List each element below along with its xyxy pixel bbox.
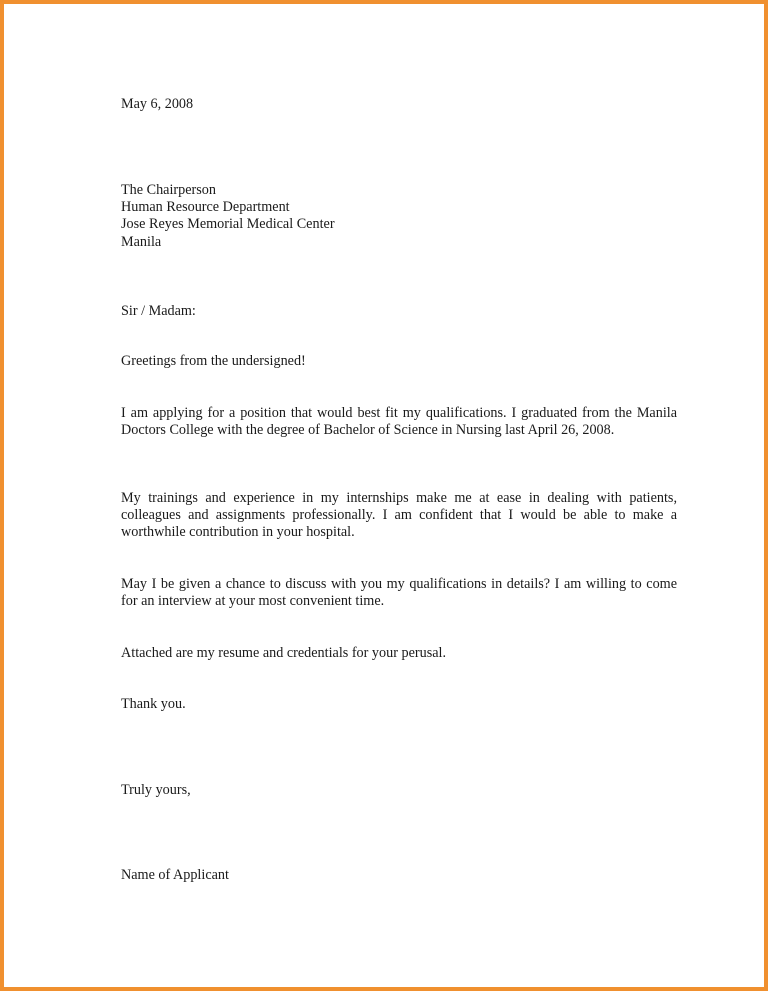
- salutation: Sir / Madam:: [121, 303, 196, 319]
- recipient-title: The Chairperson: [121, 182, 216, 198]
- thank-you: Thank you.: [121, 696, 186, 712]
- recipient-organization: Jose Reyes Memorial Medical Center: [121, 216, 335, 233]
- body-paragraph-1: I am applying for a position that would best fit my qualifications. I graduated from the Manila Doctors College with the degree of Bachelor of Science in Nursing last April 26, 2008.: [121, 405, 677, 439]
- letter-date: May 6, 2008: [121, 96, 194, 112]
- closing: Truly yours,: [121, 782, 191, 798]
- recipient-department: Human Resource Department: [121, 199, 290, 216]
- recipient-address: [121, 182, 677, 251]
- body-paragraph-2: My trainings and experience in my internships make me at ease in dealing with patients, colleagues and assignments professionally. I am confident that I would be able to make a worthwhile contribution in your hospital.: [121, 490, 677, 541]
- recipient-city: Manila: [121, 233, 162, 250]
- body-paragraph-3: May I be given a chance to discuss with you my qualifications in details? I am willing to come for an interview at your most convenient time.: [121, 576, 677, 610]
- greeting: Greetings from the undersigned!: [121, 353, 306, 369]
- body-paragraph-4: Attached are my resume and credentials for your perusal.: [121, 645, 446, 661]
- signature-name: Name of Applicant: [121, 867, 229, 883]
